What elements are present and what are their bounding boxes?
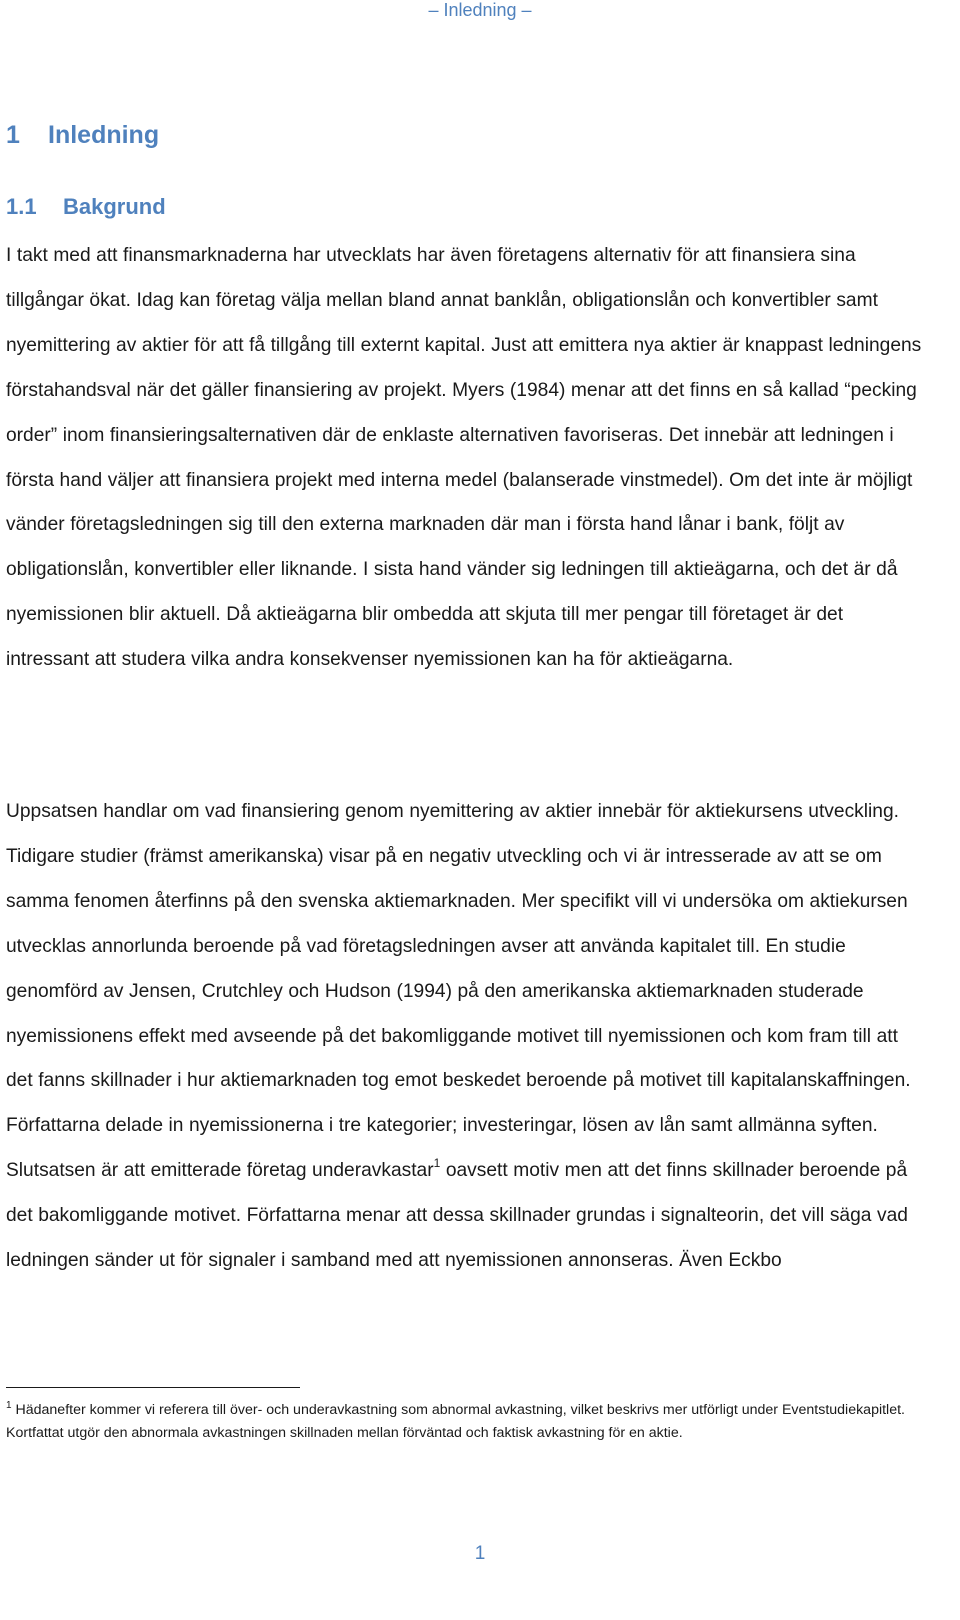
- running-header: – Inledning –: [428, 0, 532, 20]
- footnote-separator: [6, 1387, 300, 1388]
- section-title: Bakgrund: [63, 194, 166, 219]
- paragraph-text: oavsett motiv men att det finns skillnader beroende på det bakomliggande motivet. Författarna menar att dessa skillnader grundas i signalteorin, det vill säga vad ledningen sänder ut för signaler i samband med att nyemissionen annonseras. Även Eckbo: [6, 1160, 908, 1272]
- chapter-heading: [6, 120, 159, 150]
- section-heading: [6, 193, 166, 221]
- paragraph-background-2: [6, 790, 930, 1284]
- footnote-reference: 1: [433, 1156, 441, 1171]
- paragraph-background-1: I takt med att finansmarknaderna har utvecklats har även företagens alternativ för att finansiera sina tillgångar ökat. Idag kan företag välja mellan bland annat banklån, obligationslån och konvertibler samt nyemittering av aktier för att få tillgång till externt kapital. Just att emittera nya aktier är knappast ledningens förstahandsval när det gäller finansiering av projekt. Myers (1984) menar att det finns en så kallad “pecking order” inom finansieringsalternativen där de enklaste alternativen favoriseras. Det innebär att ledningen i första hand väljer att finansiera projekt med interna medel (balanserade vinstmedel). Om det inte är möjligt vänder företagsledningen sig till den externa marknaden där man i första hand lånar i bank, följt av obligationslån, konvertibler eller liknande. I sista hand vänder sig ledningen till aktieägarna, och det är då nyemissionen blir aktuell. Då aktieägarna blir ombedda att skjuta till mer pengar till företaget är det intressant att studera vilka andra konsekvenser nyemissionen kan ha för aktieägarna.: [6, 245, 922, 671]
- footnote: [6, 1399, 930, 1444]
- footnote-text: Hädanefter kommer vi referera till över- och underavkastning som abnormal avkastning, vilket beskrivs mer utförligt under Eventstudiekapitlet. Kortfattat utgör den abnormala avkastningen skillnaden mellan förväntad och faktisk avkastning för en aktie.: [6, 1402, 905, 1441]
- page-number: 1: [474, 1543, 486, 1564]
- chapter-number: 1: [6, 121, 20, 149]
- footnote-number: 1: [6, 1400, 12, 1411]
- section-number: 1.1: [6, 194, 37, 219]
- chapter-title: Inledning: [48, 121, 160, 149]
- paragraph-text: Uppsatsen handlar om vad finansiering genom nyemittering av aktier innebär för aktiekursens utveckling. Tidigare studier (främst amerikanska) visar på en negativ utveckling och vi är intresserade av att se om samma fenomen återfinns på den svenska aktiemarknaden. Mer specifikt vill vi undersöka om aktiekursen utvecklas annorlunda beroende på vad företagsledningen avser att använda kapitalet till. En studie genomförd av Jensen, Crutchley och Hudson (1994) på den amerikanska aktiemarknaden studerade nyemissionens effekt med avseende på det bakomliggande motivet till nyemissionen och kom fram till att det fanns skillnader i hur aktiemarknaden tog emot beskedet beroende på motivet till kapitalanskaffningen. Författarna delade in nyemissionerna i tre kategorier; investeringar, lösen av lån samt allmänna syften. Slutsatsen är att emitterade företag underavkastar: [6, 801, 911, 1182]
